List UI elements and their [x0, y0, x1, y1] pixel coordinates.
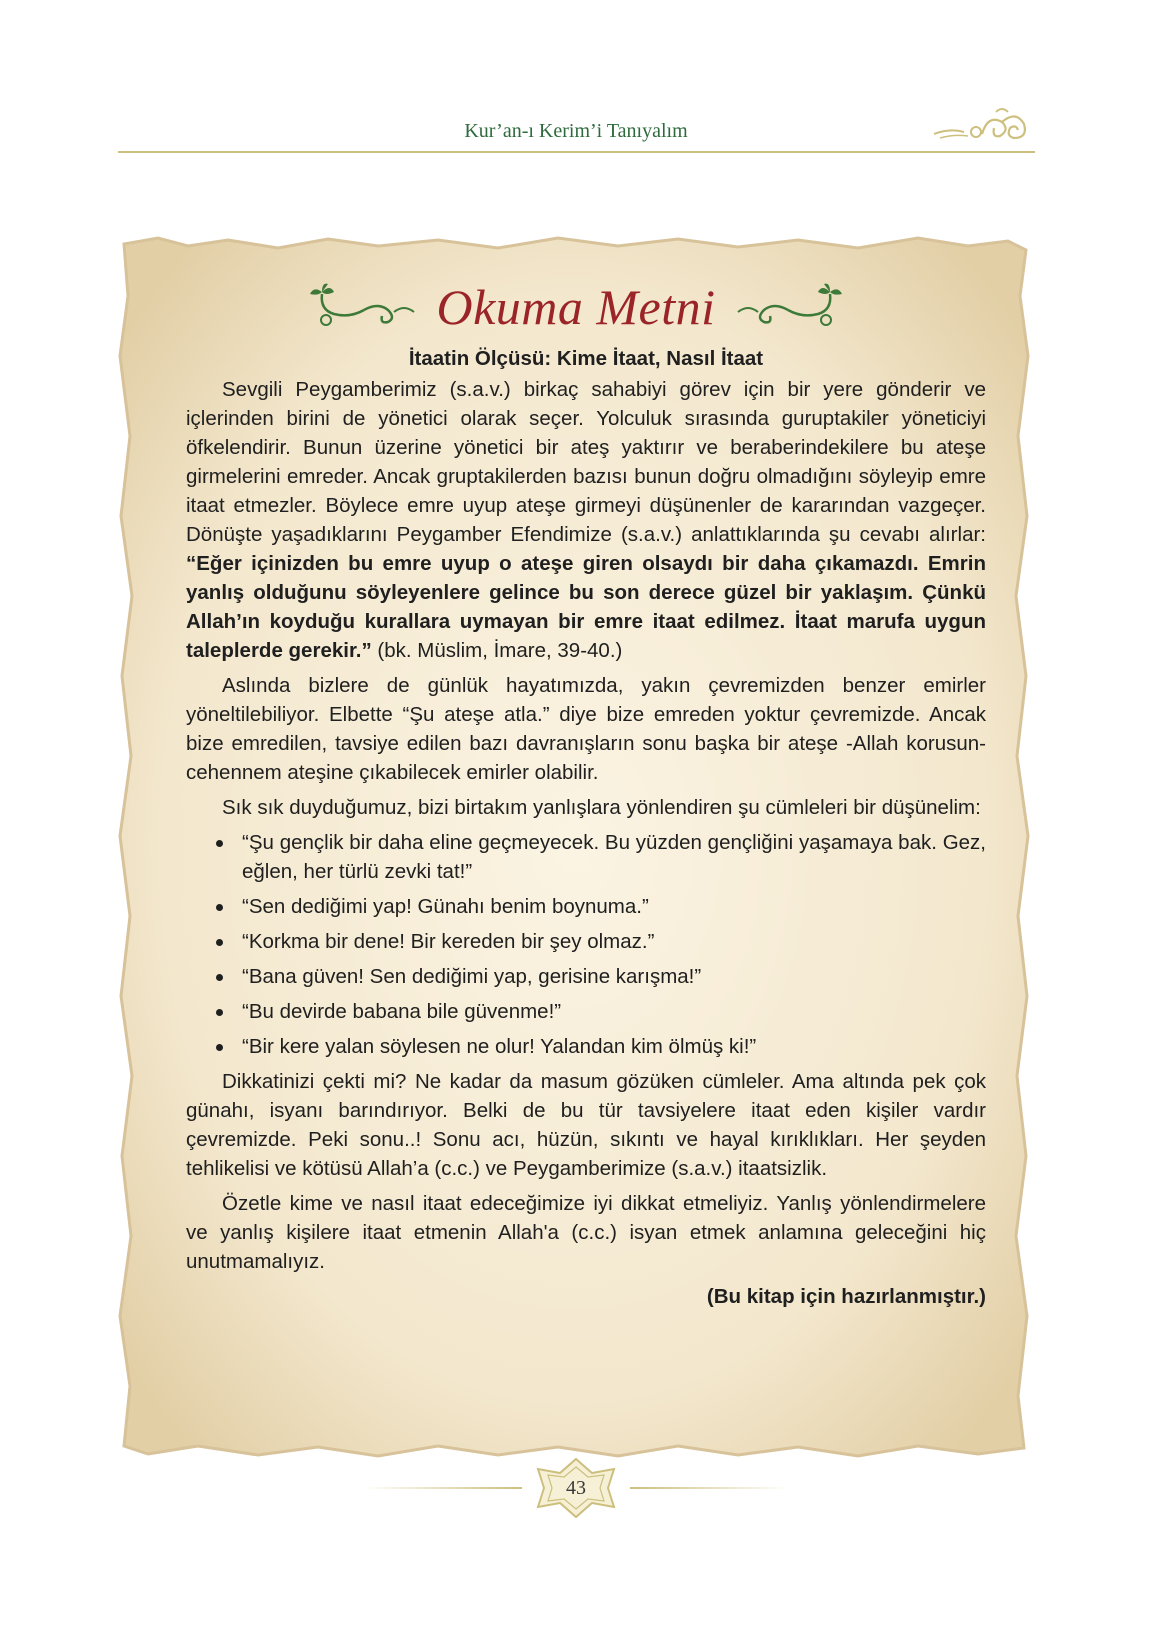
paragraph-1 — [186, 375, 986, 665]
hadith-source: (bk. Müslim, İmare, 39-40.) — [371, 639, 623, 662]
paragraph-3: Sık sık duyduğumuz, bizi birtakım yanlışlara yönlendiren şu cümleleri bir düşünelim: — [222, 796, 981, 819]
paragraph-4: Dikkatinizi çekti mi? Ne kadar da masum gözüken cümleler. Ama altında pek çok günahı, isyanı barındırıyor. Belki de bu tür tavsiyelere itaat eden kişiler vardır çevremizde. Peki sonu..! Sonu acı, hüzün, sıkıntı ve hayal kırıklıkları. Her şeyden tehlikelisi ve kötüsü Allah’a (c.c.) ve Peygamberimize (s.a.v.) itaatsizlik. — [186, 1070, 986, 1180]
source-note: (Bu kitap için hazırlanmıştır.) — [706, 1285, 986, 1308]
paragraph-5: Özetle kime ve nasıl itaat edeceğimize iyi dikkat etmeliyiz. Yanlış yönlendirmelere ve yanlış kişilere itaat etmenin Allah'a (c.c.) isyan etmek anlamına geleceğini hiç unutmamalıyız. — [186, 1192, 986, 1273]
paragraph-2: Aslında bizlere de günlük hayatımızda, yakın çevremizden benzer emirler yöneltilebiliyor. Elbette “Şu ateşe atla.” diye bize emreden yoktur çevremizde. Ancak bize emredilen, tavsiye edilen bazı davranışların sonu başka bir ateşe -Allah korusun- cehennem ateşine çıkabilecek emirler olabilir. — [186, 674, 986, 784]
reading-text — [186, 344, 986, 1311]
running-header-title: Kur’an-ı Kerim’i Tanıyalım — [464, 120, 688, 142]
list-item: “Bir kere yalan söylesen ne olur! Yalandan kim ölmüş ki!” — [216, 1032, 986, 1061]
page-number: 43 — [566, 1476, 586, 1499]
reading-subtitle: İtaatin Ölçüsü: Kime İtaat, Nasıl İtaat — [408, 347, 764, 370]
hadith-quote: “Eğer içinizden bu emre uyup o ateşe giren olsaydı bir daha çıkamazdı. Emrin yanlış olduğunu söyleyenlere gelince bu son derece güzel bir yaklaşım. Çünkü Allah’ın koyduğu kurallara uymayan bir emre itaat edilmez. İtaat marufa uygun taleplerde gerekir.” — [186, 552, 986, 662]
paragraph-1-text: Sevgili Peygamberimiz (s.a.v.) birkaç sahabiyi görev için bir yere gönderir ve içlerinden birini de yönetici olarak seçer. Yolculuk sırasında guruptakiler yöneticiyi öfkelendirir. Bunun üzerine yönetici bir ateş yaktırır ve beraberindekilere bu ateşe girmelerini emreder. Ancak gruptakilerden bazısı bunun doğru olmadığını söyleyip emre itaat etmezler. Böylece emre uyup ateşe girmeyi düşünenler de kararından vazgeçer. Dönüşte yaşadıklarını Peygamber Efendimize (s.a.v.) anlattıklarında şu cevabı alırlar: — [186, 378, 986, 546]
list-item: “Bana güven! Sen dediğimi yap, gerisine karışma!” — [216, 962, 986, 991]
right-leaf-swirl-icon — [730, 282, 848, 332]
footer-rule-right — [630, 1487, 790, 1489]
list-item: “Korkma bir dene! Bir kereden bir şey olmaz.” — [216, 927, 986, 956]
footer-rule-left — [362, 1487, 522, 1489]
quote-list — [186, 828, 986, 1061]
list-item: “Bu devirde babana bile güvenme!” — [216, 997, 986, 1026]
list-item: “Sen dediğimi yap! Günahı benim boynuma.” — [216, 892, 986, 921]
section-title-row — [0, 272, 1152, 342]
list-item: “Şu gençlik bir daha eline geçmeyecek. Bu yüzden gençliğini yaşamaya bak. Gez, eğlen, her türlü zevki tat!” — [216, 828, 986, 886]
left-leaf-swirl-icon — [304, 282, 422, 332]
floral-ornament-icon — [930, 104, 1030, 148]
section-title: Okuma Metni — [436, 279, 716, 335]
header-divider — [118, 151, 1035, 153]
